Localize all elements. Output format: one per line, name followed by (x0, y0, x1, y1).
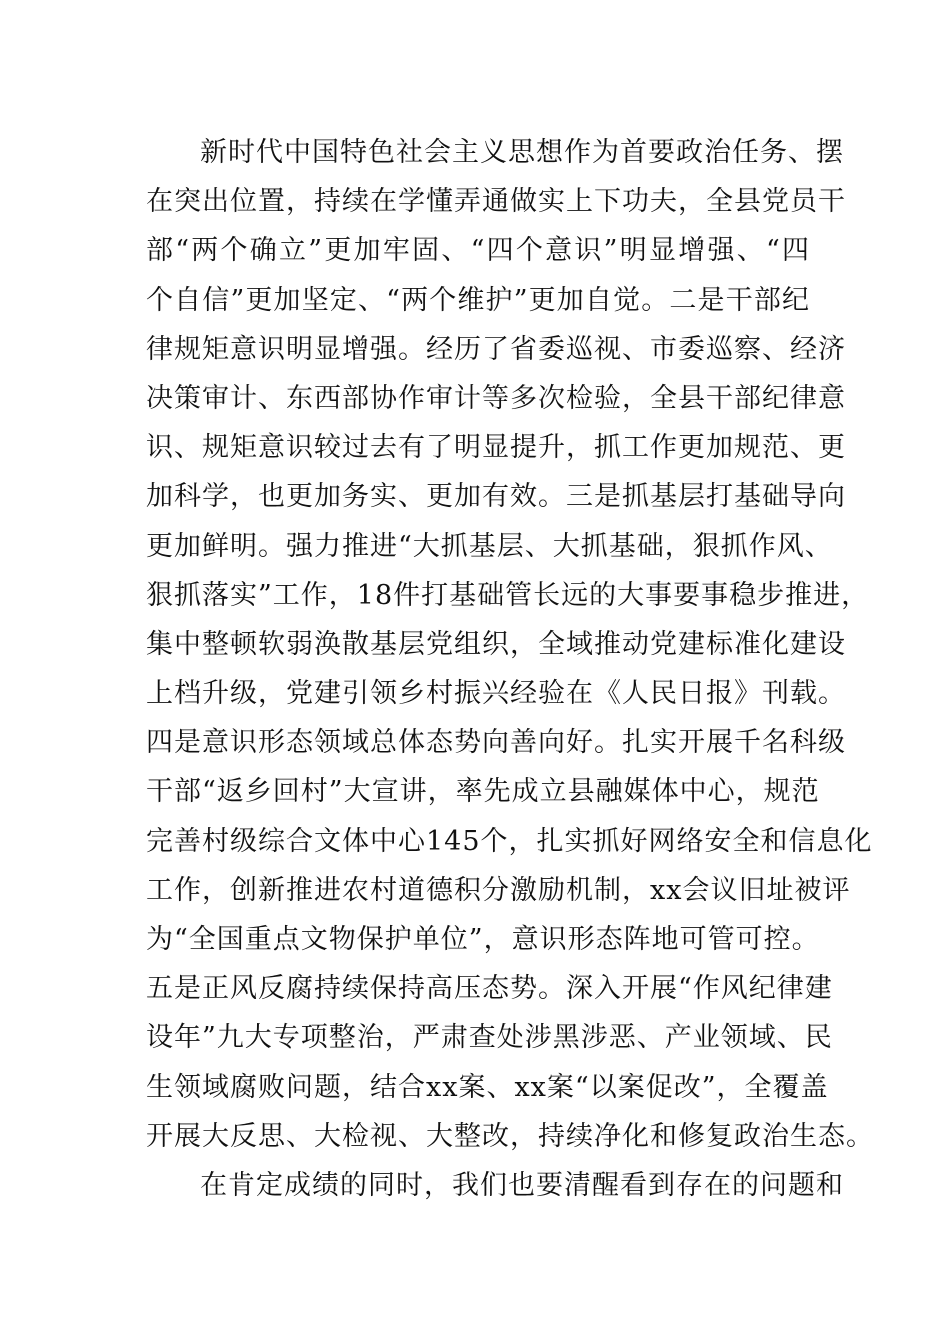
text-line: 在肯定成绩的同时，我们也要清醒看到存在的问题和 (200, 1169, 844, 1201)
text-line: 集中整顿软弱涣散基层党组织，全域推动党建标准化建设 (146, 628, 846, 660)
text-line: 上档升级，党建引领乡村振兴经验在《人民日报》刊载。 (146, 678, 846, 710)
text-line: 加科学，也更加务实、更加有效。三是抓基层打基础导向 (146, 481, 846, 513)
text-line: 在突出位置，持续在学懂弄通做实上下功夫，全县党员干 (146, 186, 846, 218)
body-text (146, 128, 874, 1210)
text-line: 个自信”更加坚定、“两个维护”更加自觉。二是干部纪 (146, 284, 810, 316)
text-line: 四是意识形态领域总体态势向善向好。扎实开展千名科级 (146, 727, 846, 759)
text-line: 开展大反思、大检视、大整改，持续净化和修复政治生态。 (146, 1120, 874, 1152)
text-line: 决策审计、东西部协作审计等多次检验，全县干部纪律意 (146, 382, 846, 414)
text-line: 完善村级综合文体中心145个，扎实抓好网络安全和信息化 (146, 825, 873, 857)
text-line: 狠抓落实”工作，18件打基础管长远的大事要事稳步推进， (146, 579, 870, 611)
text-line: 设年”九大专项整治，严肃查处涉黑涉恶、产业领域、民 (146, 1022, 833, 1054)
text-line: 律规矩意识明显增强。经历了省委巡视、市委巡察、经济 (146, 333, 846, 365)
text-line: 干部“返乡回村”大宣讲，率先成立县融媒体中心，规范 (146, 776, 820, 808)
text-line: 为“全国重点文物保护单位”，意识形态阵地可管可控。 (146, 924, 820, 955)
text-line: 新时代中国特色社会主义思想作为首要政治任务、摆 (200, 137, 844, 168)
text-line: 生领域腐败问题，结合xx案、xx案“以案促改”，全覆盖 (146, 1071, 829, 1103)
text-line: 五是正风反腐持续保持高压态势。深入开展“作风纪律建 (146, 973, 833, 1005)
text-line: 工作，创新推进农村道德积分激励机制，xx会议旧址被评 (146, 874, 851, 906)
text-line: 识、规矩意识较过去有了明显提升，抓工作更加规范、更 (146, 432, 846, 464)
text-line: 更加鲜明。强力推进“大抓基层、大抓基础，狠抓作风、 (146, 530, 833, 562)
text-line: 部“两个确立”更加牢固、“四个意识”明显增强、“四 (146, 235, 810, 267)
